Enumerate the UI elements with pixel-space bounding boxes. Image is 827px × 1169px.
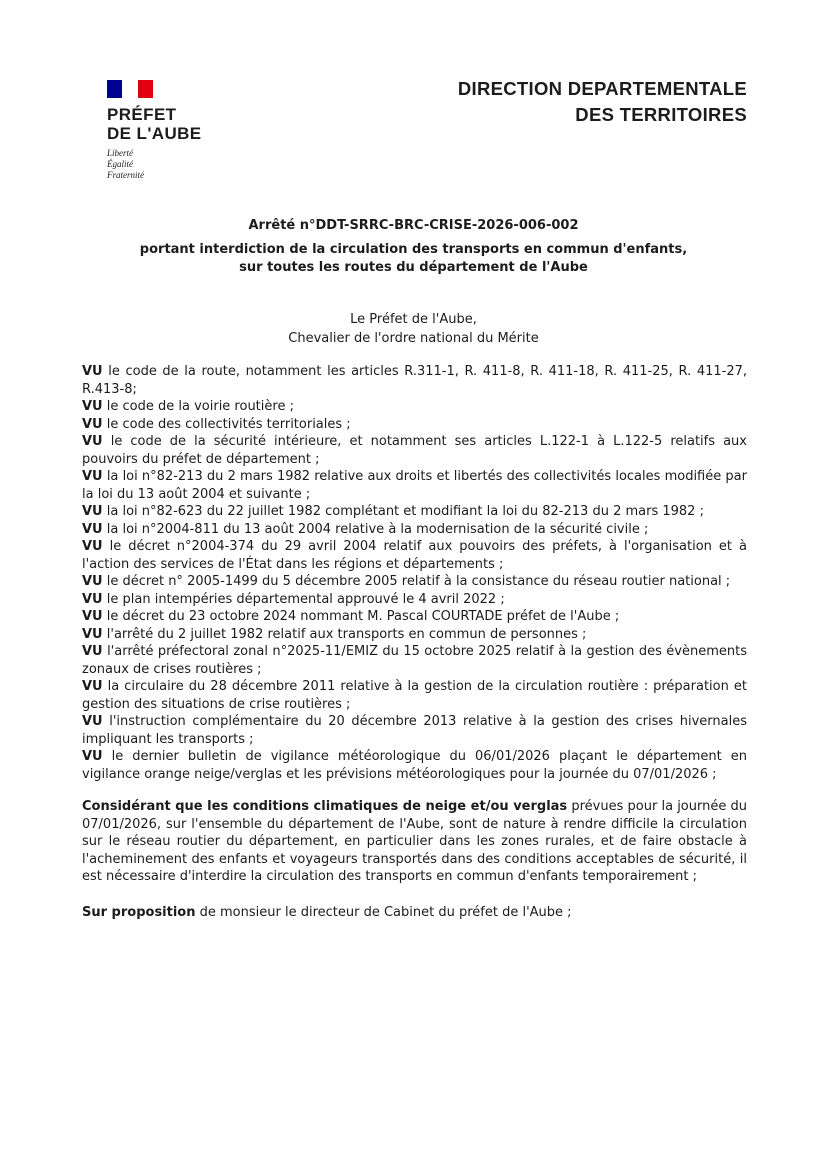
- signer-line1: Le Préfet de l'Aube,: [350, 312, 477, 327]
- visa-item: [82, 573, 747, 591]
- visa-text: le code de la route, notamment les articles R.311-1, R. 411-8, R. 411-18, R. 411-25, R. 411-27, R.413-8;: [82, 364, 747, 397]
- decree-subject-line2: sur toutes les routes du département de l'Aube: [239, 260, 588, 275]
- motto-liberte: Liberté: [107, 148, 133, 158]
- decree-body: [82, 363, 747, 921]
- visa-prefix: VU: [82, 539, 103, 554]
- visa-prefix: VU: [82, 504, 103, 519]
- visa-text: le code de la voirie routière ;: [106, 399, 294, 414]
- french-flag-icon: [107, 80, 153, 98]
- visa-text: le code des collectivités territoriales ;: [106, 416, 351, 432]
- visa-item: [82, 433, 747, 468]
- visa-item: [82, 538, 747, 573]
- proposition-lead: Sur proposition: [82, 904, 196, 920]
- decree-subject-line1: portant interdiction de la circulation des transports en commun d'enfants,: [139, 242, 688, 257]
- visa-text: la loi n°2004-811 du 13 août 2004 relative à la modernisation de la sécurité civile ;: [106, 521, 649, 537]
- visa-item: [82, 398, 747, 416]
- visa-item: [82, 468, 747, 503]
- visa-prefix: VU: [82, 399, 103, 414]
- visa-prefix: VU: [82, 644, 103, 659]
- visa-item: [82, 591, 747, 609]
- prefet-logo: [107, 80, 202, 181]
- visa-item: [82, 748, 747, 783]
- visa-prefix: VU: [82, 364, 103, 379]
- visa-prefix: VU: [82, 521, 103, 537]
- visa-text: le décret du 23 octobre 2024 nommant M. Pascal COURTADE préfet de l'Aube ;: [106, 609, 620, 624]
- signer-line2: Chevalier de l'ordre national du Mérite: [288, 331, 539, 346]
- issuing-direction: [458, 76, 747, 128]
- decree-number: Arrêté n°DDT-SRRC-BRC-CRISE-2026-006-002: [248, 218, 579, 233]
- considerant-text: prévues pour la journée du 07/01/2026, sur l'ensemble du département de l'Aube, sont de nature à rendre difficile la circulation sur le réseau routier du département, en particulier dans les zones rurales, et de faire obstacle à l'acheminement des enfants et voyageurs transportés dans des conditions acceptables de sécurité, il est nécessaire d'interdire la circulation des transports en commun d'enfants temporairement ;: [82, 799, 747, 884]
- visa-text: le code de la sécurité intérieure, et notamment ses articles L.122-1 à L.122-5 relatifs aux pouvoirs du préfet de département ;: [82, 434, 747, 467]
- republic-motto: [107, 148, 202, 181]
- visa-text: l'instruction complémentaire du 20 décembre 2013 relative à la gestion des crises hivernales impliquant les transports ;: [82, 714, 747, 747]
- visa-item: [82, 608, 747, 626]
- visas-list: [82, 363, 747, 783]
- considerant-paragraph: [82, 798, 747, 886]
- visa-prefix: VU: [82, 679, 103, 694]
- visa-text: la loi n°82-623 du 22 juillet 1982 complétant et modifiant la loi du 82-213 du 2 mars 1982 ;: [106, 504, 704, 519]
- visa-prefix: VU: [82, 626, 103, 642]
- visa-text: la loi n°82-213 du 2 mars 1982 relative aux droits et libertés des collectivités locales modifiée par la loi du 13 août 2004 et suivante ;: [82, 469, 747, 502]
- visa-text: la circulaire du 28 décembre 2011 relative à la gestion de la circulation routière : préparation et gestion des situations de crise routières ;: [82, 679, 747, 712]
- visa-prefix: VU: [82, 416, 103, 432]
- visa-prefix: VU: [82, 574, 103, 589]
- visa-text: l'arrêté préfectoral zonal n°2025-11/EMIZ du 15 octobre 2025 relatif à la gestion des évènements zonaux de crises routières ;: [82, 644, 747, 677]
- visa-item: [82, 503, 747, 521]
- visa-prefix: VU: [82, 609, 103, 624]
- proposition-paragraph: [82, 904, 747, 922]
- visa-text: le décret n°2004-374 du 29 avril 2004 relatif aux pouvoirs des préfets, à l'organisation et à l'action des services de l'État dans les régions et départements ;: [82, 539, 747, 572]
- visa-prefix: VU: [82, 469, 103, 484]
- visa-text: le plan intempéries départemental approuvé le 4 avril 2022 ;: [106, 591, 505, 607]
- considerant-lead: Considérant que les conditions climatiques de neige et/ou verglas: [82, 799, 568, 814]
- visa-item: [82, 416, 747, 434]
- decree-title-block: [80, 217, 747, 277]
- motto-egalite: Égalité: [107, 159, 133, 169]
- visa-item: [82, 626, 747, 644]
- logo-name-line1: PRÉFET: [107, 105, 177, 124]
- visa-text: le dernier bulletin de vigilance météorologique du 06/01/2026 plaçant le département en vigilance orange neige/verglas et les prévisions météorologiques pour la journée du 07/01/2026 ;: [82, 749, 747, 782]
- logo-name-line2: DE L'AUBE: [107, 124, 202, 143]
- visa-item: [82, 713, 747, 748]
- visa-item: [82, 521, 747, 539]
- visa-text: le décret n° 2005-1499 du 5 décembre 2005 relatif à la consistance du réseau routier national ;: [106, 574, 731, 589]
- visa-item: [82, 363, 747, 398]
- proposition-text: de monsieur le directeur de Cabinet du préfet de l'Aube ;: [199, 904, 572, 920]
- motto-fraternite: Fraternité: [107, 170, 144, 180]
- signer-block: [80, 310, 747, 348]
- direction-line2: DES TERRITOIRES: [575, 104, 747, 125]
- visa-prefix: VU: [82, 591, 103, 607]
- visa-prefix: VU: [82, 714, 103, 729]
- logo-prefet-name: [107, 105, 202, 143]
- visa-text: l'arrêté du 2 juillet 1982 relatif aux transports en commun de personnes ;: [106, 626, 587, 642]
- direction-line1: DIRECTION DEPARTEMENTALE: [457, 78, 747, 99]
- visa-item: [82, 643, 747, 678]
- visa-item: [82, 678, 747, 713]
- visa-prefix: VU: [82, 749, 103, 764]
- visa-prefix: VU: [82, 434, 103, 449]
